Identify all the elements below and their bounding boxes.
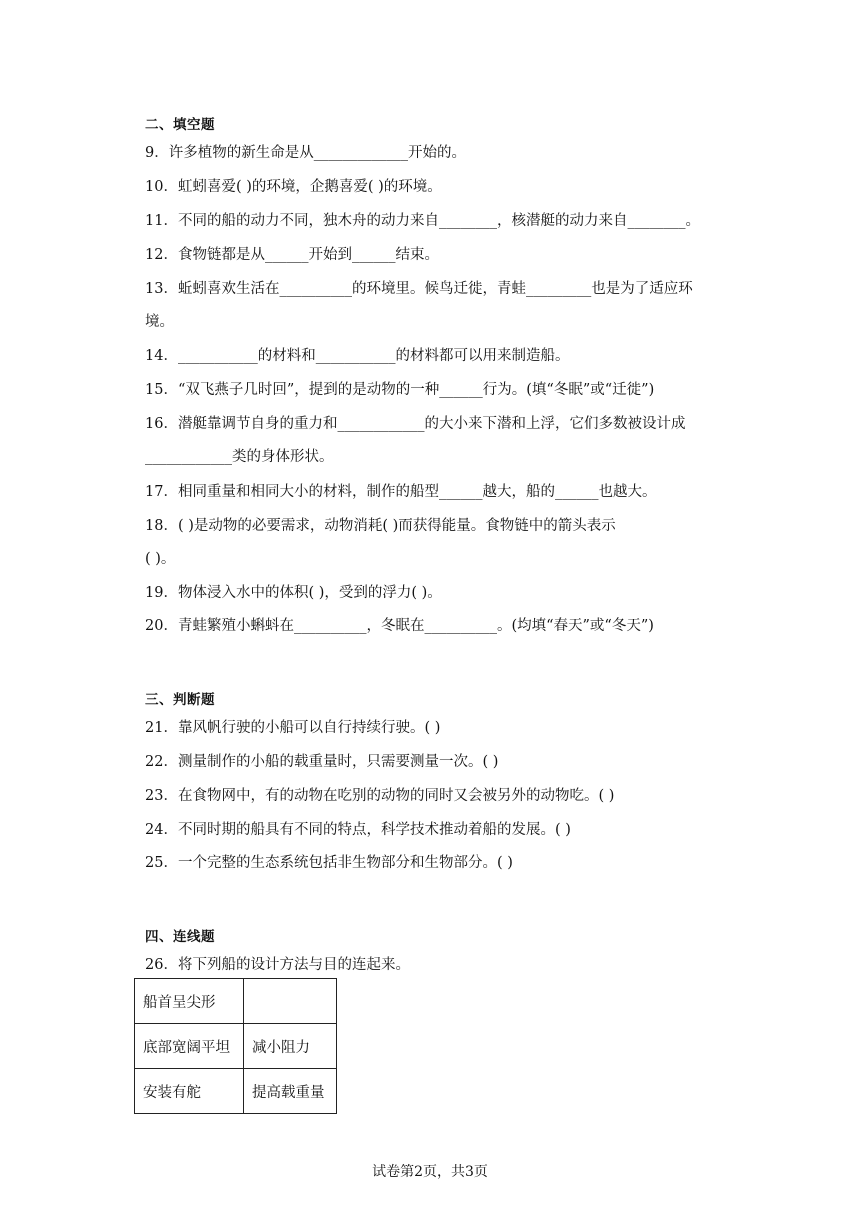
purpose-cell: 减小阻力 bbox=[244, 1024, 337, 1069]
section-title-fill-in: 二、填空题 bbox=[145, 117, 215, 133]
question-17: 17．相同重量和相同大小的材料，制作的船型______越大，船的______也越大。 bbox=[145, 484, 657, 500]
question-15: 15．“双飞燕子几时回”，提到的是动物的一种______行为。(填“冬眠”或“迁徙”) bbox=[145, 382, 655, 398]
question-21: 21．靠风帆行驶的小船可以自行持续行驶。( ) bbox=[145, 720, 441, 736]
question-13-line1: 13．蚯蚓喜欢生活在__________的环境里。候鸟迁徙，青蛙_________也是为了适应环 bbox=[145, 281, 693, 297]
question-9: 9．许多植物的新生命是从_____________开始的。 bbox=[145, 145, 466, 161]
purpose-cell: 提高载重量 bbox=[244, 1069, 337, 1114]
question-16-line1: 16．潜艇靠调节自身的重力和____________的大小来下潜和上浮，它们多数被设计成 bbox=[145, 416, 686, 432]
section-title-match: 四、连线题 bbox=[145, 929, 215, 945]
section-title-judge: 三、判断题 bbox=[145, 692, 215, 708]
question-26: 26．将下列船的设计方法与目的连起来。 bbox=[145, 957, 410, 973]
table-row bbox=[135, 1024, 337, 1069]
table-row bbox=[135, 979, 337, 1024]
question-24: 24．不同时期的船具有不同的特点，科学技术推动着船的发展。( ) bbox=[145, 822, 571, 838]
question-25: 25．一个完整的生态系统包括非生物部分和生物部分。( ) bbox=[145, 855, 513, 871]
table-row bbox=[135, 1069, 337, 1114]
purpose-cell bbox=[244, 979, 337, 1024]
question-20: 20．青蛙繁殖小蝌蚪在__________，冬眠在__________。(均填“春天”或“冬天”) bbox=[145, 618, 654, 634]
question-16-line2: ____________类的身体形状。 bbox=[145, 449, 334, 465]
question-19: 19．物体浸入水中的体积( )，受到的浮力( )。 bbox=[145, 585, 442, 601]
question-12: 12．食物链都是从______开始到______结束。 bbox=[145, 247, 439, 263]
method-cell: 船首呈尖形 bbox=[135, 979, 244, 1024]
question-22: 22．测量制作的小船的载重量时，只需要测量一次。( ) bbox=[145, 754, 499, 770]
page-footer: 试卷第2页，共3页 bbox=[372, 1164, 488, 1180]
question-13-line2: 境。 bbox=[145, 314, 174, 330]
method-cell: 底部宽阔平坦 bbox=[135, 1024, 244, 1069]
method-cell: 安装有舵 bbox=[135, 1069, 244, 1114]
question-23: 23．在食物网中，有的动物在吃别的动物的同时又会被另外的动物吃。( ) bbox=[145, 788, 615, 804]
matching-table bbox=[134, 978, 337, 1114]
question-18-line2: ( )。 bbox=[145, 551, 176, 567]
question-10: 10．虹蚓喜爱( )的环境，企鹅喜爱( )的环境。 bbox=[145, 179, 442, 195]
question-18-line1: 18．( )是动物的必要需求，动物消耗( )而获得能量。食物链中的箭头表示 bbox=[145, 518, 616, 534]
question-11: 11．不同的船的动力不同，独木舟的动力来自________，核潜艇的动力来自________。 bbox=[145, 213, 700, 229]
question-14: 14．___________的材料和___________的材料都可以用来制造船。 bbox=[145, 348, 570, 364]
